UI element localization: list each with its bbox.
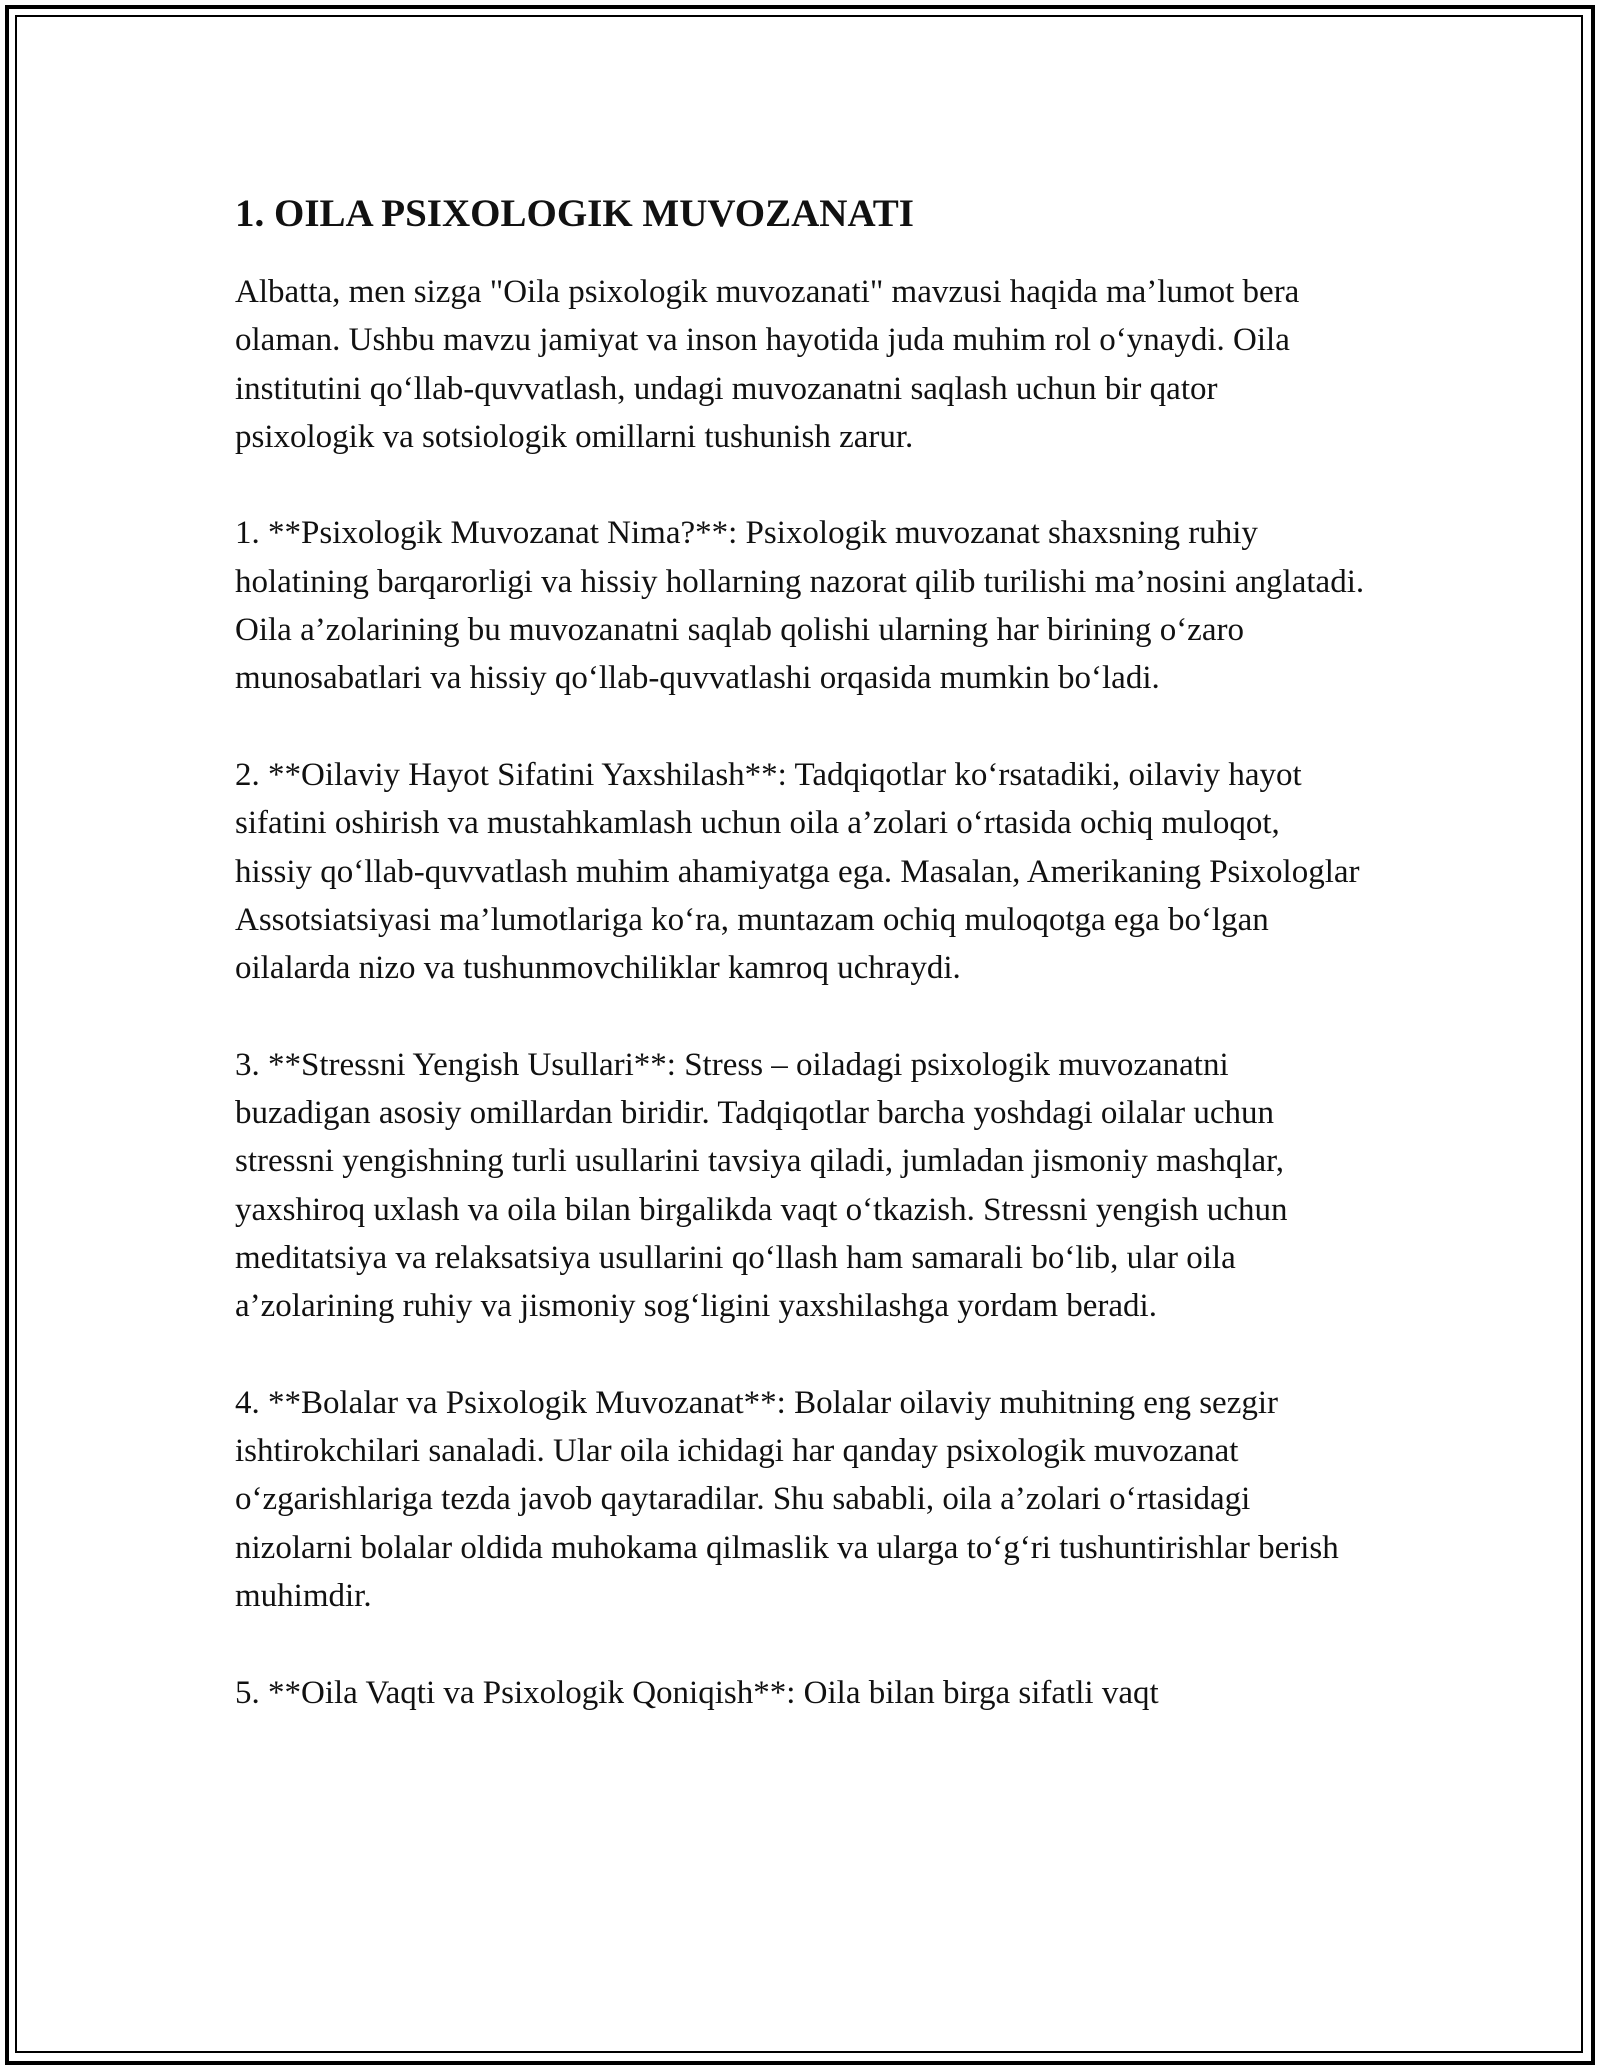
paragraph-item-4: 4. **Bolalar va Psixologik Muvozanat**: Bolalar oilaviy muhitning eng sezgir ishtirokchilari sanaladi. Ular oila ichidagi har qanday psixologik muvozanat o‘zgarishlariga tezda javob qaytaradilar. Shu sababli, oila a’zolari o‘rtasidagi nizolarni bolalar oldida muhokama qilmaslik va ularga to‘g‘ri tushuntirishlar berish muhimdir. bbox=[235, 1384, 1339, 1615]
paragraph-item-5: 5. **Oila Vaqti va Psixologik Qoniqish**: Oila bilan birga sifatli vaqt bbox=[235, 1674, 1159, 1711]
paragraph-item-1: 1. **Psixologik Muvozanat Nima?**: Psixologik muvozanat shaxsning ruhiy holatining barqarorligi va hissiy hollarning nazorat qilib turilishi ma’nosini anglatadi. Oila a’zolarining bu muvozanatni saqlab qolishi ularning har birining o‘zaro munosabatlari va hissiy qo‘llab-quvvatlashi orqasida mumkin bo‘ladi. bbox=[235, 515, 1365, 697]
paragraph-item-2: 2. **Oilaviy Hayot Sifatini Yaxshilash**: Tadqiqotlar ko‘rsatadiki, oilaviy hayot sifatini oshirish va mustahkamlash uchun oila a’zolari o‘rtasida ochiq muloqot, hissiy qo‘llab-quvvatlash muhim ahamiyatga ega. Masalan, Amerikaning Psixologlar Assotsiatsiyasi ma’lumotlariga ko‘ra, muntazam ochiq muloqotga ega bo‘lgan oilalarda nizo va tushunmovchiliklar kamroq uchraydi. bbox=[235, 756, 1360, 987]
document-heading: 1. OILA PSIXOLOGIK MUVOZANATI bbox=[235, 192, 914, 235]
paragraph-item-3: 3. **Stressni Yengish Usullari**: Stress – oiladagi psixologik muvozanatni buzadigan asosiy omillardan biridir. Tadqiqotlar barcha yoshdagi oilalar uchun stressni yengishning turli usullarini tavsiya qiladi, jumladan jismoniy mashqlar, yaxshiroq uxlash va oila bilan birgalikda vaqt o‘tkazish. Stressni yengish uchun meditatsiya va relaksatsiya usullarini qo‘llash ham samarali bo‘lib, ular oila a’zolarining ruhiy va jismoniy sog‘ligini yaxshilashga yordam beradi. bbox=[235, 1046, 1288, 1325]
document-body bbox=[235, 190, 1365, 1717]
paragraph-intro: Albatta, men sizga "Oila psixologik muvozanati" mavzusi haqida ma’lumot bera olaman. Ushbu mavzu jamiyat va inson hayotida juda muhim rol o‘ynaydi. Oila institutini qo‘llab-quvvatlash, undagi muvozanatni saqlash uchun bir qator psixologik va sotsiologik omillarni tushunish zarur. bbox=[235, 274, 1300, 455]
